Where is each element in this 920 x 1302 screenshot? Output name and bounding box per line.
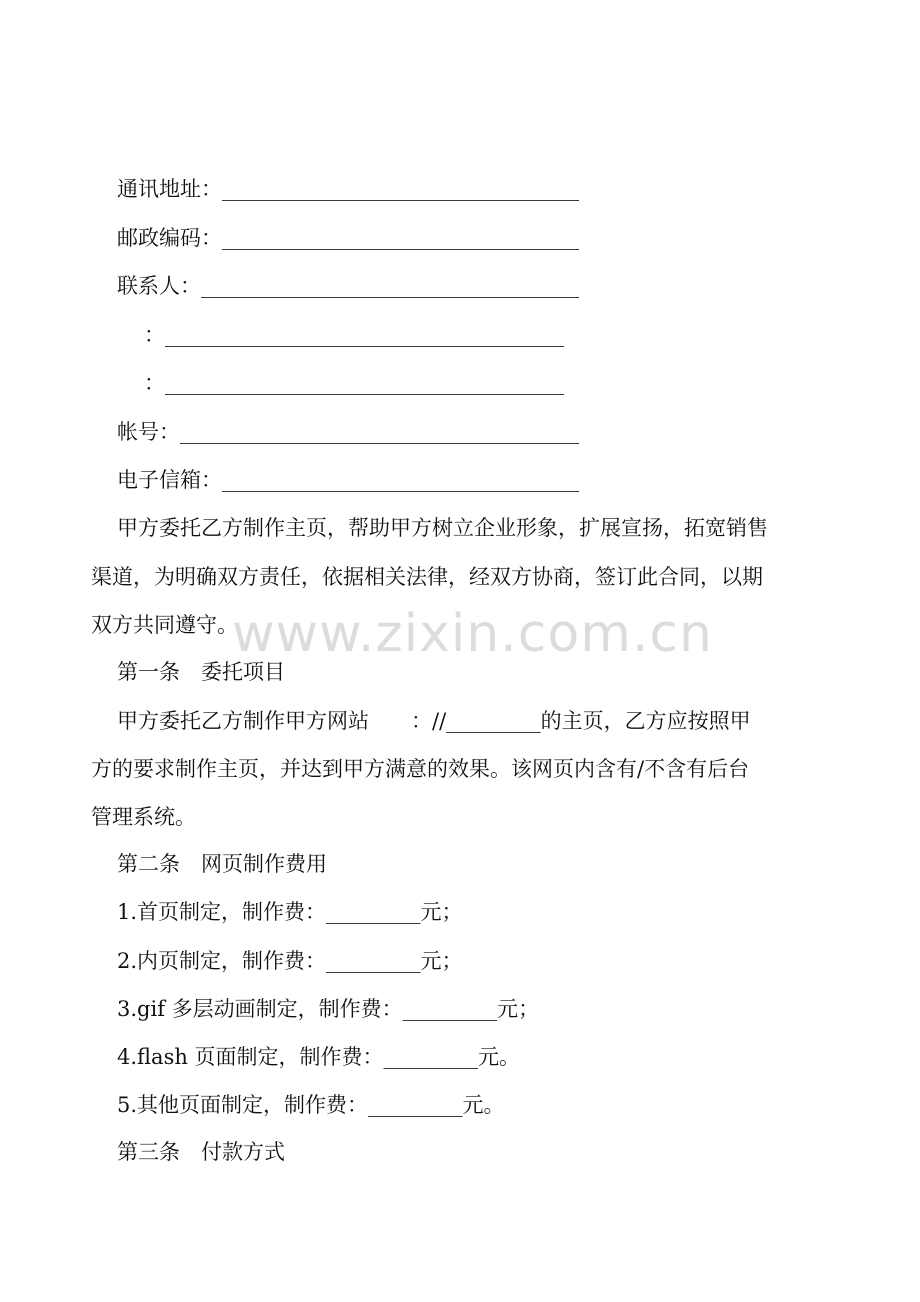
address-blank: __________________________________ [222,177,579,201]
address-label: 通讯地址： [117,177,222,201]
intro-line-2: 渠道，为明确双方责任，依据相关法律，经双方协商，签订此合同，以期 [91,565,763,589]
fee-unit: 元。 [462,1093,505,1117]
field4-blank: ______________________________________ [165,323,564,347]
article1-line1-a: 甲方委托乙方制作甲方网站 ：// [117,709,447,733]
email-line [117,465,579,495]
field4-label: ： [144,323,165,347]
fee-blank: _________ [326,900,421,924]
fee-blank: _________ [402,997,498,1021]
fee-label: 2.内页制定，制作费： [117,949,327,973]
fee-unit: 元； [420,900,463,924]
field5-line [144,368,564,398]
fee-label: 4.flash 页面制定，制作费： [117,1045,384,1069]
fee-item [117,994,539,1024]
intro-line-3: 双方共同遵守。 [91,613,238,637]
article1-line-2: 方的要求制作主页，并达到甲方满意的效果。该网页内含有/不含有后台 [91,757,750,781]
website-blank: _________ [446,709,541,733]
postcode-blank: __________________________________ [222,226,579,250]
email-label: 电子信箱： [117,468,222,492]
account-line [117,417,579,447]
field5-label: ： [144,371,165,395]
fee-blank: _________ [368,1093,463,1117]
article2-title: 第二条 网页制作费用 [117,852,327,876]
contact-person-label: 联系人： [117,274,201,298]
fee-item [117,1042,520,1072]
fee-label: 3.gif 多层动画制定，制作费： [117,997,403,1021]
fee-blank: _________ [326,949,421,973]
fee-unit: 元； [497,997,540,1021]
fee-item [117,897,463,927]
fee-blank: _________ [383,1045,479,1069]
article1-line-1 [117,706,751,736]
contact-person-blank: ____________________________________ [201,274,579,298]
fee-item [117,1090,505,1120]
account-label: 帐号： [117,420,180,444]
article1-line1-b: 的主页，乙方应按照甲 [540,709,751,733]
account-blank: ______________________________________ [180,420,579,444]
article1-line-3: 管理系统。 [91,805,196,829]
postcode-line [117,223,579,253]
field5-blank: ______________________________________ [165,371,564,395]
watermark: www.zixin.com.cn [232,604,713,664]
fee-label: 1.首页制定，制作费： [117,900,327,924]
email-blank: __________________________________ [222,468,579,492]
article3-title: 第三条 付款方式 [117,1140,285,1164]
intro-line-1: 甲方委托乙方制作主页，帮助甲方树立企业形象，扩展宣扬，拓宽销售 [117,516,768,540]
article1-title: 第一条 委托项目 [117,660,285,684]
contact-person-line [117,271,579,301]
field4-line [144,320,564,350]
fee-item [117,946,463,976]
postcode-label: 邮政编码： [117,226,222,250]
address-line [117,174,579,204]
fee-unit: 元； [420,949,463,973]
fee-unit: 元。 [478,1045,521,1069]
fee-label: 5.其他页面制定，制作费： [117,1093,369,1117]
